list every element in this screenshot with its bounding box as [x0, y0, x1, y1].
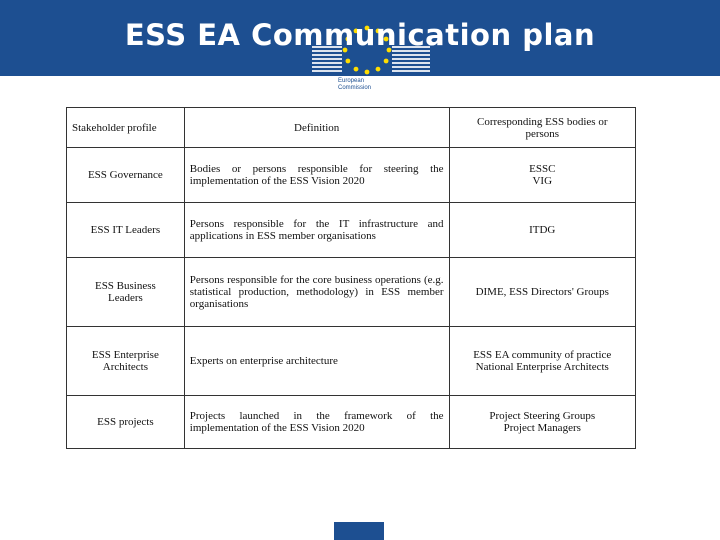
table-row	[67, 258, 636, 327]
logo-text-line: Commission	[338, 85, 372, 91]
profile-line: ESS Governance	[87, 169, 163, 181]
logo-star	[376, 67, 381, 72]
header-definition: Definition	[184, 108, 449, 148]
header-bodies-line: persons	[525, 127, 560, 140]
cell-definition: Bodies or persons responsible for steering the implementation of the ESS Vision 2020	[184, 148, 449, 203]
table-row	[67, 327, 636, 396]
cell-definition: Projects launched in the framework of the implementation of the ESS Vision 2020	[184, 396, 449, 449]
bodies-line: Project Managers	[503, 422, 581, 434]
bodies-line: National Enterprise Architects	[475, 361, 609, 373]
profile-line: ESS Business	[94, 280, 156, 292]
logo-text-line: European	[338, 78, 365, 84]
bodies-line: ESSC	[529, 163, 556, 175]
header-stakeholder-profile: Stakeholder profile	[67, 108, 185, 148]
cell-corresponding-bodies	[449, 203, 635, 258]
cell-definition: Persons responsible for the core business operations (e.g. statistical production, methodology) in ESS member organisations	[184, 258, 449, 327]
cell-stakeholder-profile	[67, 327, 185, 396]
table-row	[67, 203, 636, 258]
bodies-line: DIME, ESS Directors' Groups	[475, 286, 609, 298]
table-row	[67, 148, 636, 203]
header-corresponding-bodies	[449, 108, 635, 148]
cell-corresponding-bodies	[449, 148, 635, 203]
logo-star	[354, 67, 359, 72]
table-header-row	[67, 108, 636, 148]
cell-stakeholder-profile	[67, 396, 185, 449]
profile-line: Leaders	[107, 292, 143, 304]
logo-star	[346, 59, 351, 64]
cell-stakeholder-profile	[67, 203, 185, 258]
profile-line: Architects	[102, 361, 148, 373]
cell-stakeholder-profile	[67, 258, 185, 327]
bodies-line: ESS EA community of practice	[473, 349, 612, 361]
bodies-line: ITDG	[529, 224, 556, 236]
profile-line: ESS Enterprise	[91, 349, 159, 361]
cell-definition: Experts on enterprise architecture	[184, 327, 449, 396]
bodies-line: VIG	[532, 175, 553, 187]
cell-corresponding-bodies	[449, 327, 635, 396]
logo-star	[384, 59, 389, 64]
profile-line: ESS IT Leaders	[90, 224, 161, 236]
cell-corresponding-bodies	[449, 258, 635, 327]
eu-flag-footer-bar	[334, 522, 384, 540]
cell-corresponding-bodies	[449, 396, 635, 449]
table-row	[67, 396, 636, 449]
cell-definition: Persons responsible for the IT infrastructure and applications in ESS member organisations	[184, 203, 449, 258]
logo-star	[365, 70, 370, 75]
profile-line: ESS projects	[97, 416, 154, 428]
header-bodies-line: Corresponding ESS bodies or	[477, 115, 608, 128]
logo-text	[336, 76, 386, 98]
communication-plan-table	[66, 107, 636, 449]
slide-title: ESS EA Communication plan	[124, 18, 596, 52]
bodies-line: Project Steering Groups	[489, 410, 596, 422]
cell-stakeholder-profile	[67, 148, 185, 203]
